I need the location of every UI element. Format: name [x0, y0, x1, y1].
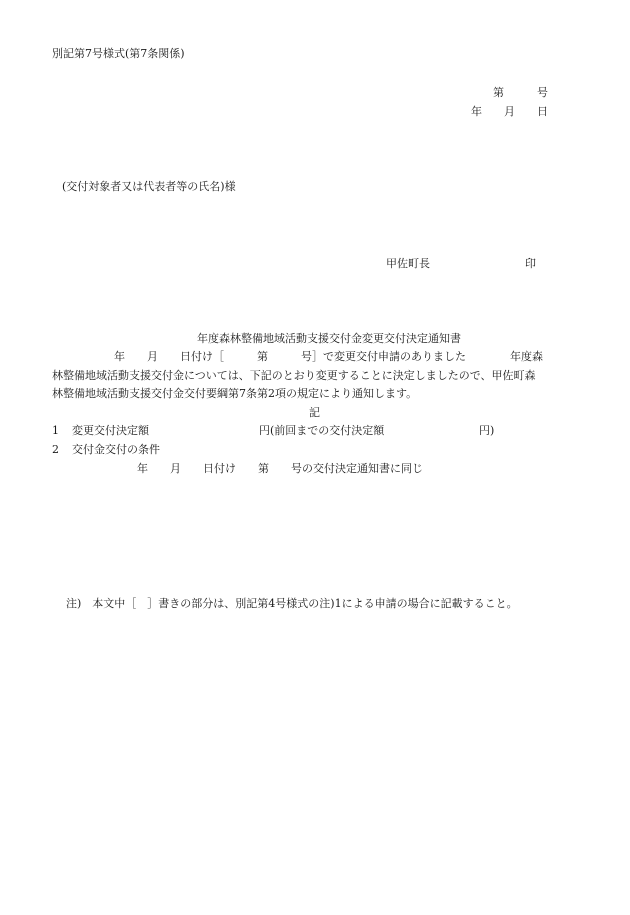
ki-marker: 記: [309, 406, 320, 419]
document-date-line: 年 月 日: [471, 105, 548, 118]
item-1-number: 1: [52, 424, 59, 437]
issuer-seal: 印: [525, 257, 536, 270]
body-line-1: 年 月 日付け［ 第 号］で変更交付申請のありました 年度森: [114, 350, 543, 363]
item-2-number: 2: [52, 443, 59, 456]
document-number-line: 第 号: [493, 86, 548, 99]
item-1-closing: 円): [479, 424, 495, 437]
form-label: 別記第7号様式(第7条関係): [52, 47, 185, 60]
item-2-detail: 年 月 日付け 第 号の交付決定通知書に同じ: [137, 462, 423, 475]
item-1-amount-unit: 円(前回までの交付決定額: [259, 424, 385, 437]
footnote: 注) 本文中［ ］書きの部分は、別記第4号様式の注)1による申請の場合に記載すること。: [66, 597, 518, 610]
item-1-label: 変更交付決定額: [72, 424, 149, 437]
item-2-label: 交付金交付の条件: [72, 443, 160, 456]
addressee: (交付対象者又は代表者等の氏名)様: [62, 180, 236, 193]
body-line-2: 林整備地域活動支援交付金については、下記のとおり変更することに決定しましたので、甲佐町森: [52, 369, 536, 382]
document-title: 年度森林整備地域活動支援交付金変更交付決定通知書: [197, 332, 461, 345]
issuer-name: 甲佐町長: [386, 257, 430, 270]
body-line-3: 林整備地域活動支援交付金交付要綱第7条第2項の規定により通知します。: [52, 387, 418, 400]
